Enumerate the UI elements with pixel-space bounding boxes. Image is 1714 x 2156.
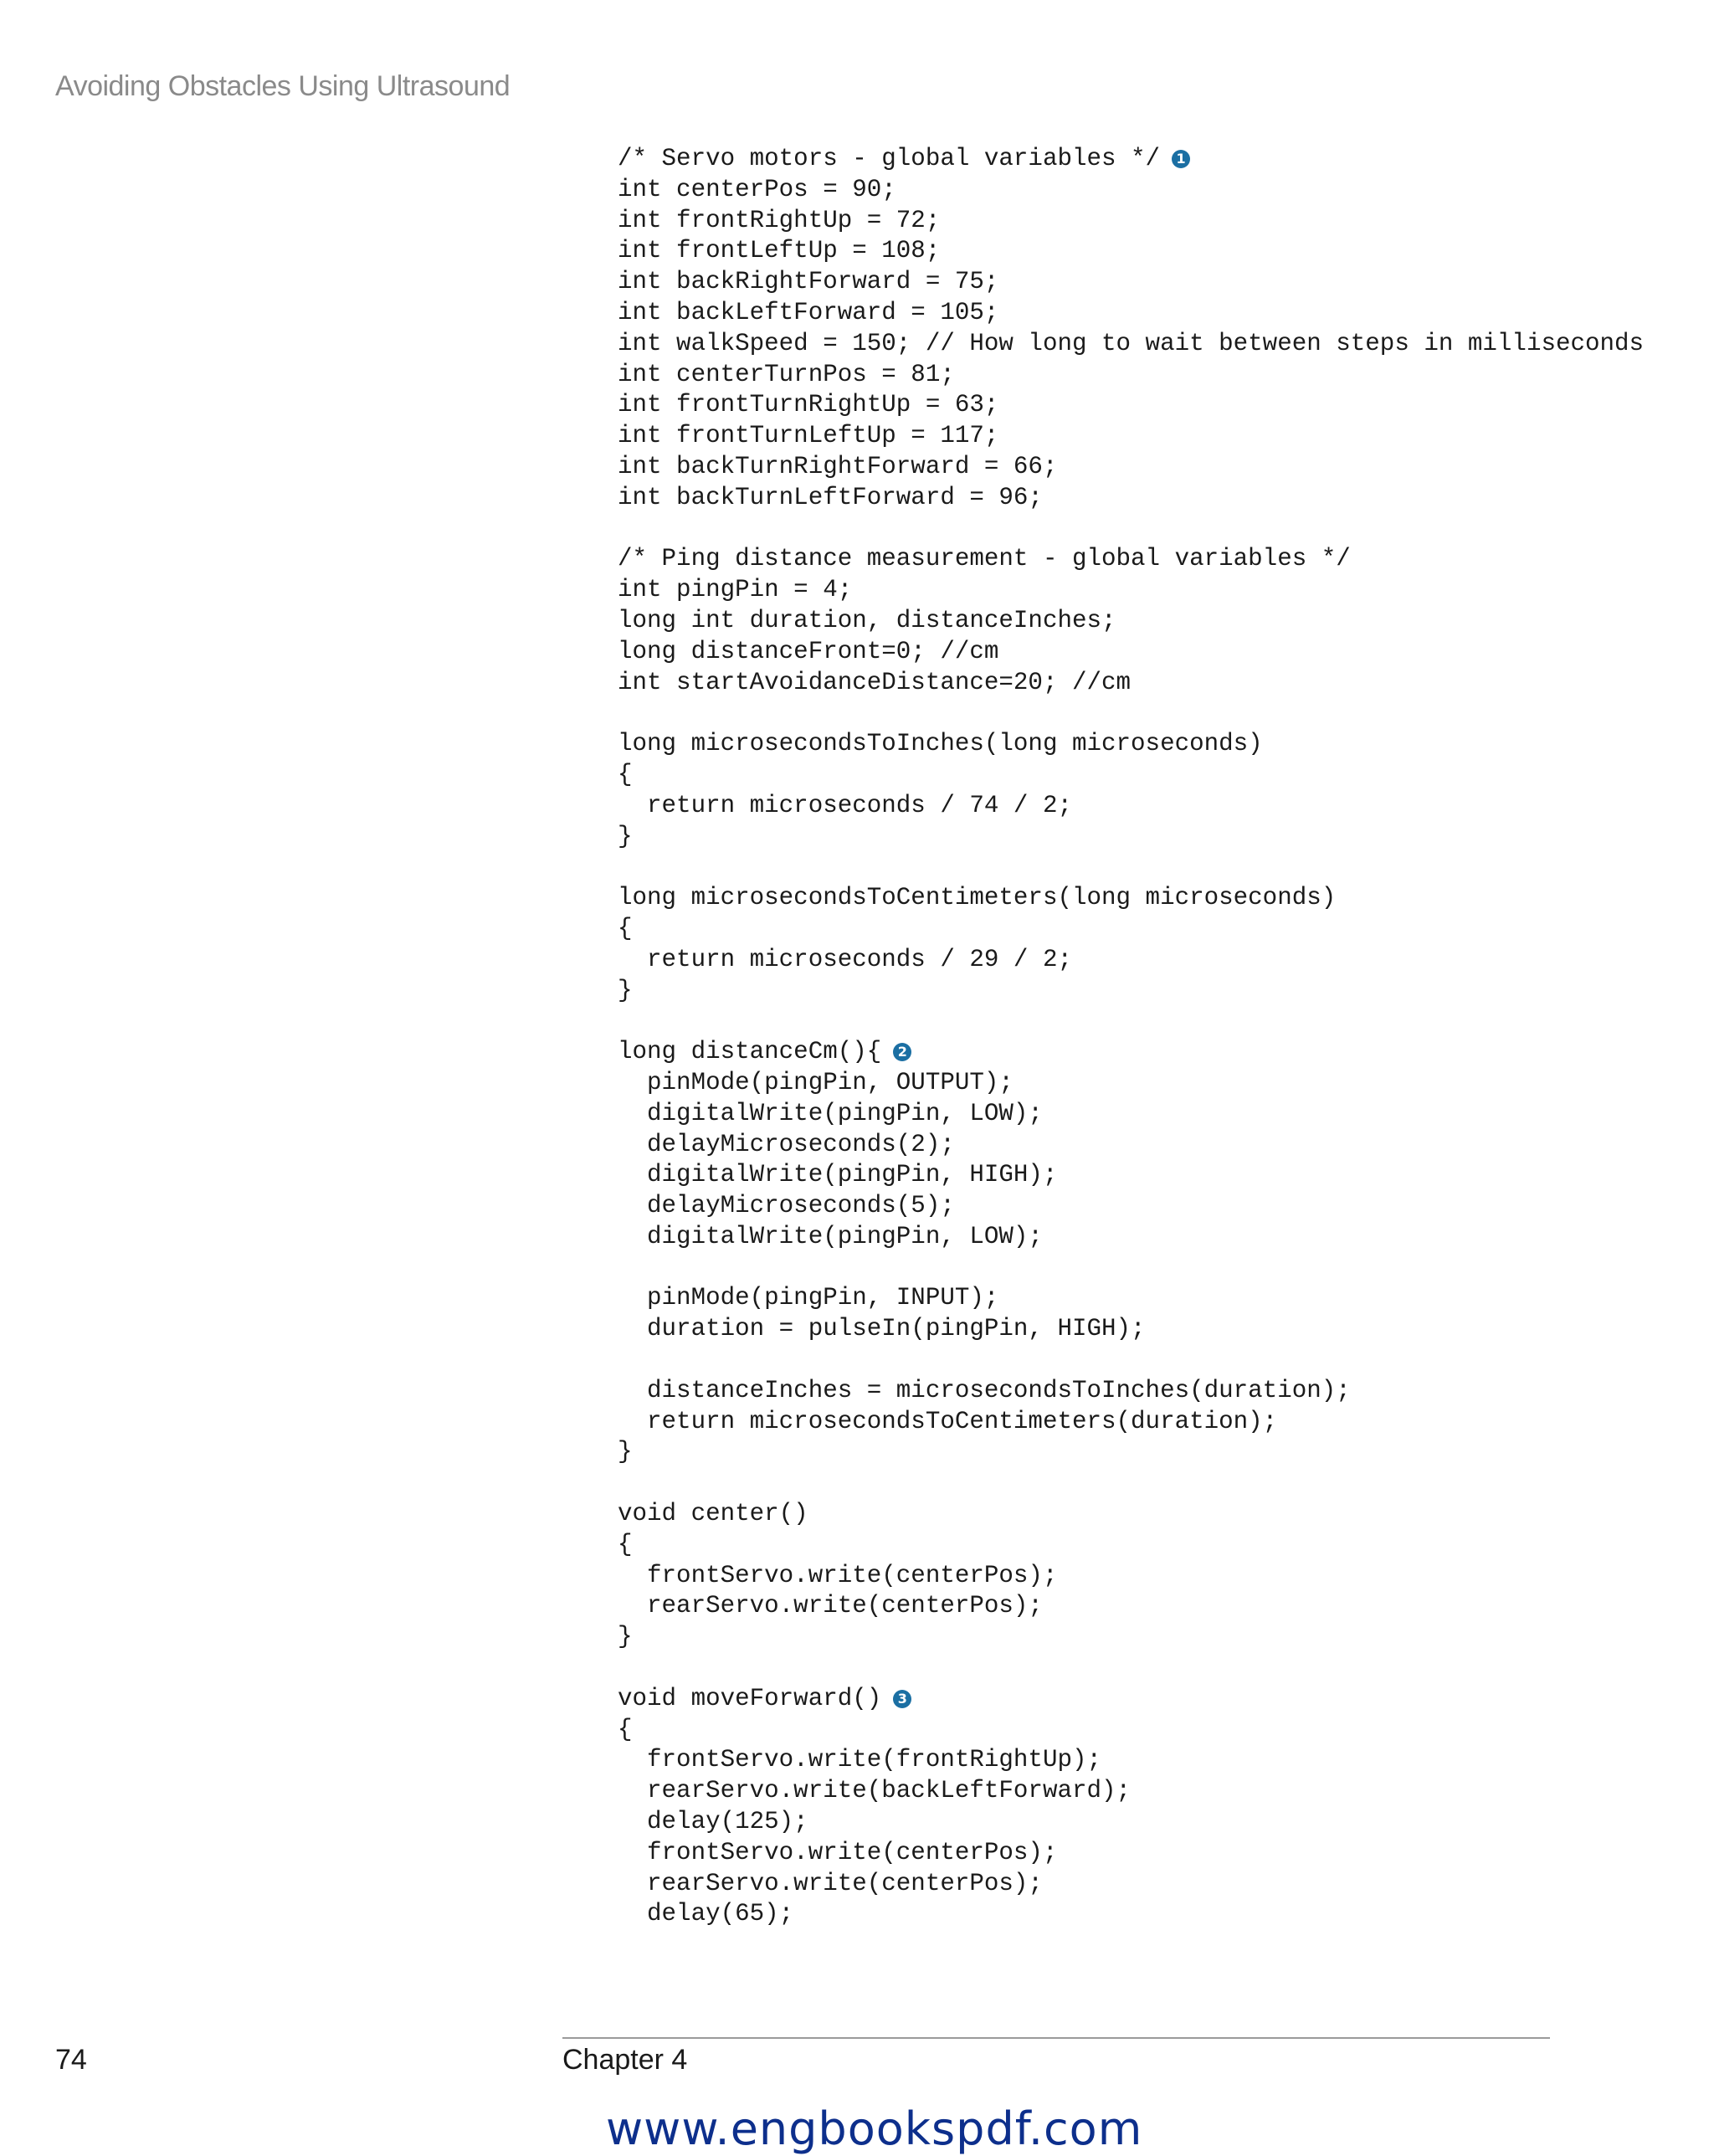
code-line [618, 1222, 1644, 1253]
code-line [618, 421, 1644, 452]
code-line-text: { [618, 914, 633, 942]
code-line [618, 206, 1644, 237]
callout-marker-icon: 2 [893, 1043, 911, 1061]
code-line [618, 329, 1644, 360]
code-line [618, 236, 1644, 267]
code-line-text: delay(65); [618, 1900, 794, 1928]
code-line [618, 1653, 1644, 1684]
code-line [618, 1407, 1644, 1438]
code-line [618, 729, 1644, 760]
code-line [618, 1068, 1644, 1099]
code-line [618, 976, 1644, 1007]
code-line [618, 390, 1644, 421]
code-line [618, 1591, 1644, 1622]
footer-divider [562, 2037, 1550, 2039]
code-line [618, 175, 1644, 206]
callout-marker-icon: 3 [893, 1690, 911, 1708]
running-head: Avoiding Obstacles Using Ultrasound [55, 70, 511, 102]
code-line-text: } [618, 1438, 633, 1466]
code-line-text: distanceInches = microsecondsToInches(duration); [618, 1376, 1351, 1404]
code-line-text: rearServo.write(backLeftForward); [618, 1777, 1132, 1805]
code-line-text: delay(125); [618, 1808, 808, 1836]
code-line-text: rearServo.write(centerPos); [618, 1592, 1043, 1620]
code-line-text: int backLeftForward = 105; [618, 298, 999, 326]
callout-marker-icon: 1 [1172, 150, 1190, 168]
code-line-text: int backTurnRightForward = 66; [618, 452, 1058, 480]
code-line [618, 760, 1644, 791]
code-line [618, 1468, 1644, 1499]
code-line [618, 698, 1644, 729]
code-line [618, 452, 1644, 483]
code-line [618, 914, 1644, 945]
code-line [618, 1899, 1644, 1930]
code-line-text: int walkSpeed = 150; // How long to wait between steps in milliseconds [618, 329, 1645, 357]
code-line-text: } [618, 976, 633, 1004]
page-number: 74 [55, 2044, 87, 2076]
code-line [618, 945, 1644, 976]
code-line-text: delayMicroseconds(5); [618, 1192, 955, 1220]
code-line [618, 1099, 1644, 1130]
code-line [618, 1869, 1644, 1900]
code-line-text: pinMode(pingPin, INPUT); [618, 1284, 999, 1312]
code-line [618, 1160, 1644, 1191]
code-line-text: { [618, 1715, 633, 1743]
code-line-text: int frontTurnLeftUp = 117; [618, 422, 999, 450]
code-line-text: int frontLeftUp = 108; [618, 237, 941, 265]
code-line-text: pinMode(pingPin, OUTPUT); [618, 1068, 1014, 1096]
code-line-text: } [618, 1623, 633, 1651]
code-line-text: int pingPin = 4; [618, 576, 853, 604]
code-line-text: digitalWrite(pingPin, LOW); [618, 1099, 1043, 1127]
code-line [618, 883, 1644, 914]
code-line [618, 544, 1644, 575]
code-line-text: int frontTurnRightUp = 63; [618, 391, 999, 419]
code-line-text: int backRightForward = 75; [618, 268, 999, 296]
code-line-text: void center() [618, 1500, 808, 1528]
code-line-text: return microsecondsToCentimeters(duration); [618, 1407, 1278, 1435]
code-line [618, 1561, 1644, 1592]
code-line-text: rearServo.write(centerPos); [618, 1869, 1043, 1897]
code-line-text: int frontRightUp = 72; [618, 206, 941, 234]
code-line [618, 668, 1644, 699]
chapter-label: Chapter 4 [562, 2044, 688, 2076]
code-line-text: /* Ping distance measurement - global variables */ [618, 545, 1351, 573]
code-line [618, 1437, 1644, 1468]
code-line-text: duration = pulseIn(pingPin, HIGH); [618, 1315, 1146, 1343]
code-line-text: /* Servo motors - global variables */ [618, 145, 1161, 172]
watermark-url[interactable]: www.engbookspdf.com [606, 2102, 1143, 2155]
code-line-text: frontServo.write(centerPos); [618, 1838, 1058, 1866]
code-line [618, 360, 1644, 391]
code-line [618, 1807, 1644, 1838]
code-line [618, 1745, 1644, 1776]
code-line [618, 144, 1644, 175]
code-line [618, 1037, 1644, 1068]
code-line-text: long microsecondsToInches(long microseconds) [618, 730, 1263, 758]
code-line [618, 1684, 1644, 1715]
code-line-text: void moveForward() [618, 1684, 882, 1712]
code-line [618, 1530, 1644, 1561]
code-line [618, 1499, 1644, 1530]
code-line-text: { [618, 760, 633, 788]
code-line [618, 1715, 1644, 1746]
code-line-text: frontServo.write(centerPos); [618, 1561, 1058, 1589]
code-line [618, 1191, 1644, 1222]
code-line [618, 1622, 1644, 1653]
code-line-text: digitalWrite(pingPin, HIGH); [618, 1161, 1058, 1189]
code-line-text: { [618, 1530, 633, 1558]
code-line [618, 606, 1644, 637]
code-line-text: return microseconds / 74 / 2; [618, 791, 1072, 819]
code-line [618, 298, 1644, 329]
code-line-text: return microseconds / 29 / 2; [618, 945, 1072, 973]
code-line [618, 1314, 1644, 1345]
code-line [618, 267, 1644, 298]
code-line [618, 483, 1644, 514]
code-line [618, 575, 1644, 606]
code-line-text: } [618, 822, 633, 850]
code-line [618, 791, 1644, 822]
code-line [618, 637, 1644, 668]
code-line [618, 822, 1644, 853]
code-line-text: int startAvoidanceDistance=20; //cm [618, 668, 1132, 696]
code-line-text: long distanceFront=0; //cm [618, 637, 999, 665]
code-line-text: frontServo.write(frontRightUp); [618, 1746, 1102, 1774]
code-line [618, 1283, 1644, 1314]
code-line [618, 1130, 1644, 1161]
code-line-text: int backTurnLeftForward = 96; [618, 483, 1043, 511]
code-line-text: long distanceCm(){ [618, 1038, 882, 1066]
code-line [618, 1776, 1644, 1807]
code-line [618, 1345, 1644, 1376]
code-line [618, 514, 1644, 545]
code-listing [618, 144, 1644, 1930]
code-line [618, 1253, 1644, 1284]
code-line-text: int centerPos = 90; [618, 175, 896, 203]
code-line [618, 1376, 1644, 1407]
code-line-text: long microsecondsToCentimeters(long microseconds) [618, 884, 1337, 912]
code-line-text: delayMicroseconds(2); [618, 1130, 955, 1158]
code-line [618, 852, 1644, 883]
code-line [618, 1838, 1644, 1869]
code-line [618, 1006, 1644, 1037]
code-line-text: digitalWrite(pingPin, LOW); [618, 1222, 1043, 1250]
code-line-text: long int duration, distanceInches; [618, 606, 1116, 634]
code-line-text: int centerTurnPos = 81; [618, 360, 955, 388]
